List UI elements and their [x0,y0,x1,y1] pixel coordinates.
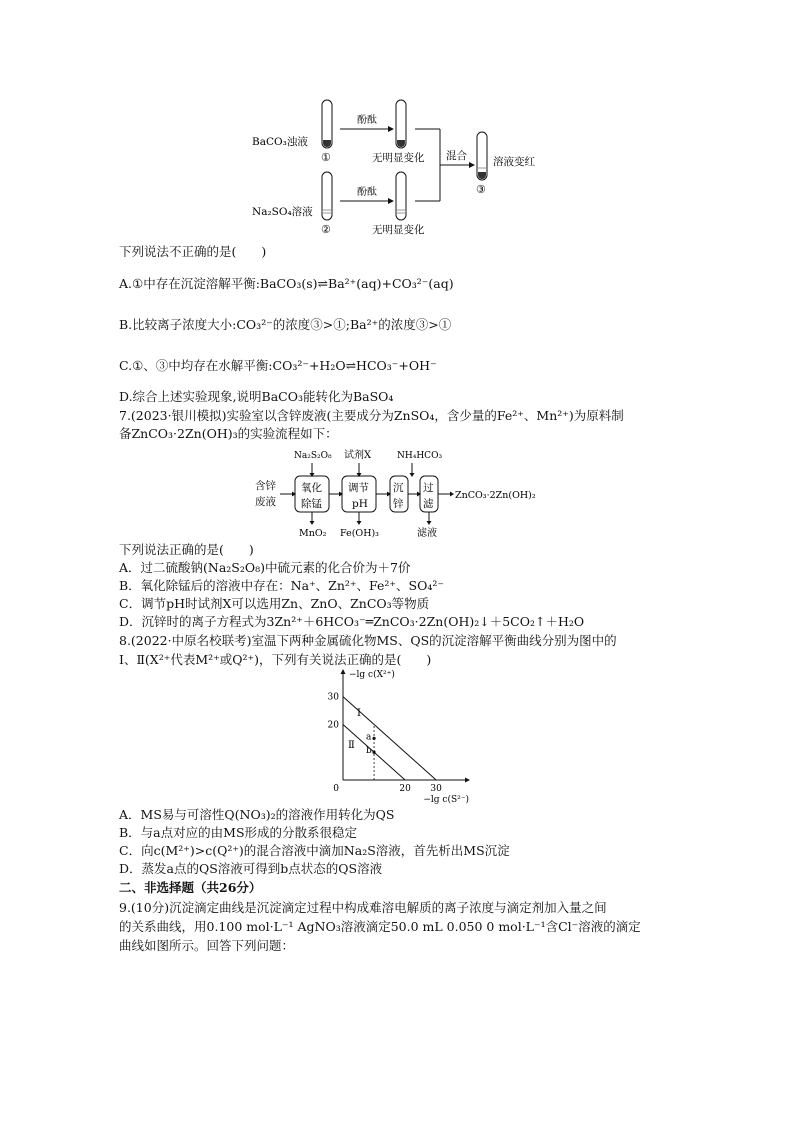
q9-line1: 9.(10分)沉淀滴定曲线是沉淀滴定过程中构成难溶电解质的离子浓度与滴定剂加入量之间 [119,900,607,915]
y-tick-30: 30 [327,692,339,703]
label-result-top: 无明显变化 [372,152,425,164]
q8-stem-line2: Ⅰ、Ⅱ(X²⁺代表M²⁺或Q²⁺)，下列有关说法正确的是( ) [119,652,432,667]
q7-stem-line2: 备ZnCO₃·2Zn(OH)₃的实验流程如下： [119,426,338,441]
label-num3: ③ [476,183,486,196]
flow-output-1: MnO₂ [299,528,327,539]
q7-stem-line1: 7.(2023·银川模拟)实验室以含锌废液(主要成分为ZnSO₄，含少量的Fe²⁺、Mn²⁺)为原料制 [119,408,624,423]
point-a [372,737,375,740]
label-baco3: BaCO₃浊液 [252,136,308,148]
q8-option-c: C．向c(M²⁺)>c(Q²⁺)的混合溶液中滴加Na₂S溶液，首先析出MS沉淀 [119,843,510,858]
flow-box3-line1: 沉 [393,482,404,494]
solubility-equilibrium-chart [325,668,475,808]
y-axis-arrow [341,669,346,674]
flow-box4-line2: 滤 [423,498,434,510]
label-result-mixed: 溶液变红 [493,156,535,168]
process-flow-diagram [250,443,560,543]
q8-option-d: D．蒸发a点的QS溶液可得到b点状态的QS溶液 [119,861,383,876]
x-axis-arrow [465,778,470,783]
q6-option-d: D.综合上述实验现象,说明BaCO₃能转化为BaSO₄ [119,389,394,404]
q7-option-a: A．过二硫酸钠(Na₂S₂O₈)中硫元素的化合价为＋7价 [119,560,411,575]
curve-label-2: Ⅱ [347,740,355,752]
label-num2: ② [321,223,331,236]
flow-output-2: Fe(OH)₃ [340,528,379,539]
x-tick-20: 20 [399,784,411,794]
flow-box1-line1: 氧化 [301,482,322,494]
flow-input-2: 废液 [255,496,276,508]
q6-option-c: C.①、③中均存在水解平衡:CO₃²⁻+H₂O⇌HCO₃⁻+OH⁻ [119,358,437,373]
y-axis-title: −lg c(X²⁺) [349,670,395,680]
q7-option-d: D．沉锌时的离子方程式为3Zn²⁺＋6HCO₃⁻═ZnCO₃·2Zn(OH)₂↓＋5CO₂↑＋H₂O [119,614,585,629]
flow-box4-line1: 过 [423,482,434,494]
y-tick-20: 20 [327,720,339,731]
x-tick-30: 30 [430,784,442,794]
point-label-b: b [366,746,372,757]
q8-stem-line1: 8.(2022·中原名校联考)室温下两种金属硫化物MS、QS的沉淀溶解平衡曲线分别为图中的 [119,633,617,648]
label-num1: ① [321,151,331,164]
section-heading: 二、非选择题（共26分） [119,880,262,895]
q6-option-b: B.比较离子浓度大小:CO₃²⁻的浓度③>①;Ba²⁺的浓度③>① [119,317,452,332]
q7-option-b: B．氧化除锰后的溶液中存在：Na⁺、Zn²⁺、Fe²⁺、SO₄²⁻ [119,578,444,593]
q9-line2: 的关系曲线，用0.100 mol·L⁻¹ AgNO₃溶液滴定50.0 mL 0.050 0 mol·L⁻¹含Cl⁻溶液的滴定 [119,919,641,934]
x-axis-title: −lg c(S²⁻) [423,795,469,805]
flow-box2-line1: 调节 [348,482,369,494]
q9-line3: 曲线如图所示。回答下列问题： [119,938,295,953]
q8-option-a: A．MS易与可溶性Q(NO₃)₂的溶液作用转化为QS [119,807,395,822]
label-mix: 混合 [446,150,467,162]
flow-reagent-1: Na₂S₂O₈ [294,451,332,461]
q8-option-b: B．与a点对应的由MS形成的分散系很稳定 [119,825,358,840]
label-result-bottom: 无明显变化 [372,224,425,236]
point-b [372,751,375,754]
flow-box3-line2: 锌 [393,498,404,510]
curve-label-1: Ⅰ [356,708,361,720]
test-tube-diagram [240,95,560,240]
flow-box2-line2: pH [352,498,368,510]
point-label-a: a [366,732,372,743]
q7-option-c: C．调节pH时试剂X可以选用Zn、ZnO、ZnCO₃等物质 [119,596,430,611]
q6-option-a: A.①中存在沉淀溶解平衡:BaCO₃(s)⇌Ba²⁺(aq)+CO₃²⁻(aq) [119,276,454,291]
q6-stem: 下列说法不正确的是( ) [119,244,267,259]
flow-product: ZnCO₃·2Zn(OH)₂ [455,490,536,501]
label-reagent-top: 酚酞 [357,115,377,126]
label-reagent-bottom: 酚酞 [357,187,377,198]
flow-input-1: 含锌 [255,480,276,492]
flow-reagent-3: NH₄HCO₃ [397,451,443,461]
label-na2so4: Na₂SO₄溶液 [252,206,313,218]
origin-label: 0 [333,784,339,794]
flow-output-3: 滤液 [417,528,437,539]
q7-question: 下列说法正确的是( ) [119,542,254,557]
flow-box1-line2: 除锰 [301,498,322,510]
flow-reagent-2: 试剂X [344,450,372,461]
